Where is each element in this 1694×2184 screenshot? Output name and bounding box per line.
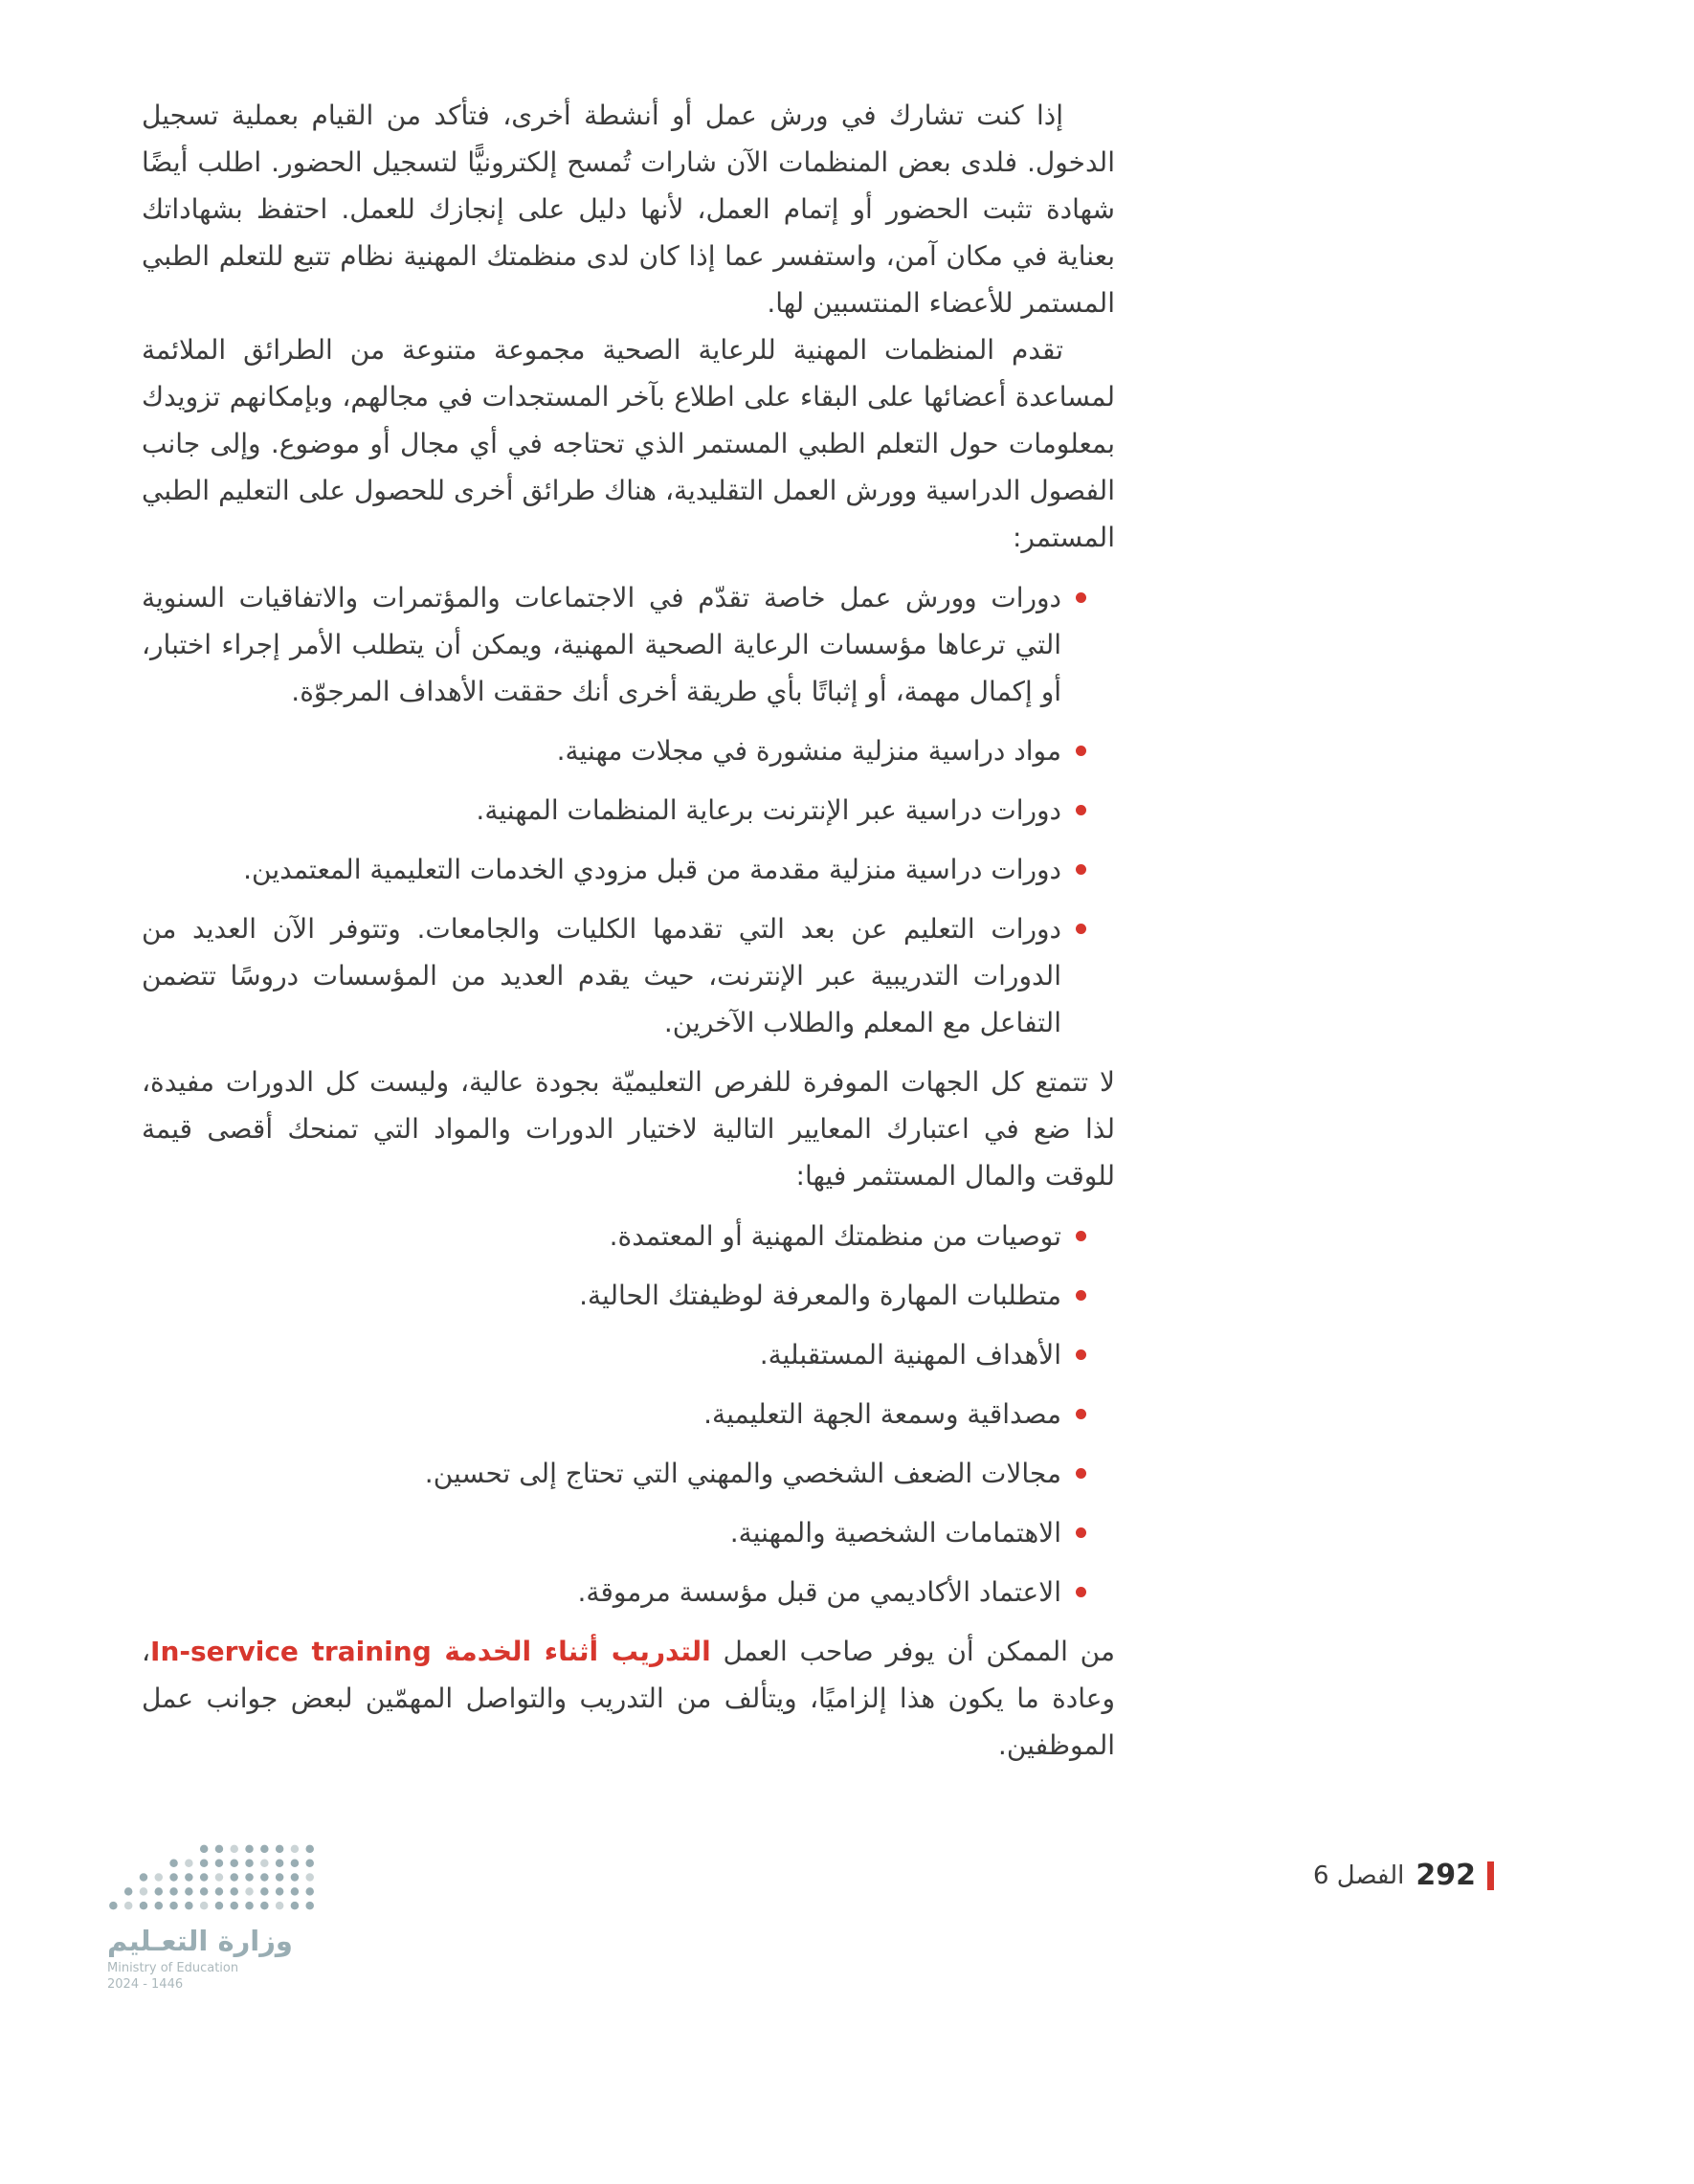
list-item-text: دورات دراسية عبر الإنترنت برعاية المنظمات المهنية. [476, 794, 1061, 826]
chapter-label: الفصل 6 [1313, 1861, 1405, 1890]
bullet-icon [1076, 592, 1086, 603]
closing-text-before: من الممكن أن يوفر صاحب العمل [710, 1636, 1115, 1667]
bullet-icon [1076, 1231, 1086, 1241]
list-item-text: دورات وورش عمل خاصة تقدّم في الاجتماعات والمؤتمرات والاتفاقيات السنوية التي ترعاها مؤسسات الرعاية الصحية المهنية، ويمكن أن يتطلب الأمر إجراء اختبار، أو إكمال مهمة، أو إثباتًا بأي طريقة أخرى أنك حققت الأهداف المرجوّة. [142, 582, 1061, 707]
bullet-icon [1076, 924, 1086, 934]
list-item [142, 1569, 1115, 1616]
list-item [142, 1509, 1115, 1556]
ministry-logo-english-title: Ministry of Education [107, 1961, 239, 1975]
bullet-icon [1076, 864, 1086, 875]
list-item-text: الاعتماد الأكاديمي من قبل مؤسسة مرموقة. [577, 1576, 1061, 1608]
ministry-logo [107, 1843, 346, 1992]
bullet-icon [1076, 1349, 1086, 1360]
in-service-training-highlight: التدريب أثناء الخدمة In-service training [150, 1636, 711, 1667]
page-content [142, 92, 1115, 1769]
list-item-text: الاهتمامات الشخصية والمهنية. [729, 1517, 1061, 1549]
page-footer [1313, 1859, 1494, 1892]
list-item-text: دورات دراسية منزلية مقدمة من قبل مزودي الخدمات التعليمية المعتمدين. [243, 854, 1061, 885]
ministry-logo-years: 2024 - 1446 [107, 1977, 184, 1992]
list-item-text: توصيات من منظمتك المهنية أو المعتمدة. [609, 1220, 1061, 1252]
list-item [142, 905, 1115, 1046]
ministry-logo-arabic-title: وزارة التعـليم [107, 1925, 293, 1957]
list-item-text: متطلبات المهارة والمعرفة لوظيفتك الحالية. [579, 1280, 1061, 1311]
list-item [142, 1331, 1115, 1378]
bullet-icon [1076, 805, 1086, 815]
list-item [142, 727, 1115, 774]
paragraph-sign-in: إذا كنت تشارك في ورش عمل أو أنشطة أخرى، فتأكد من القيام بعملية تسجيل الدخول. فلدى بعض المنظمات الآن شارات تُمسح إلكترونيًّا لتسجيل الحضور. اطلب أيضًا شهادة تثبت الحضور أو إتمام العمل، لأنها دليل على إنجازك للعمل. احتفظ بشهاداتك بعناية في مكان آمن، واستفسر عما إذا كان لدى منظمتك المهنية نظام تتبع للتعلم الطبي المستمر للأعضاء المنتسبين لها. [142, 100, 1115, 319]
bullet-icon [1076, 1587, 1086, 1597]
closing-text-after: ، وعادة ما يكون هذا إلزاميًا، ويتألف من التدريب والتواصل المهمّين لبعض جوانب عمل الموظفين. [142, 1636, 1115, 1761]
paragraph-in-service-training [142, 1628, 1115, 1769]
paragraph-professional-organizations: تقدم المنظمات المهنية للرعاية الصحية مجموعة متنوعة من الطرائق الملائمة لمساعدة أعضائها على البقاء على اطلاع بآخر المستجدات في مجالهم، وبإمكانهم تزويدك بمعلومات حول التعلم الطبي المستمر الذي تحتاجه في أي مجال أو موضوع. وإلى جانب الفصول الدراسية وورش العمل التقليدية، هناك طرائق أخرى للحصول على التعليم الطبي المستمر: [142, 334, 1115, 553]
list-item [142, 1213, 1115, 1259]
list-item [142, 787, 1115, 834]
list-item [142, 846, 1115, 893]
list-item-text: دورات التعليم عن بعد التي تقدمها الكليات والجامعات. وتتوفر الآن العديد من الدورات التدريبية عبر الإنترنت، حيث يقدم العديد من المؤسسات دروسًا تتضمن التفاعل مع المعلم والطلاب الآخرين. [142, 913, 1061, 1038]
footer-accent-bar [1487, 1861, 1494, 1890]
bullet-icon [1076, 1409, 1086, 1419]
list-item [142, 1450, 1115, 1497]
cme-sources-list [142, 574, 1115, 1046]
list-item-text: مجالات الضعف الشخصي والمهني التي تحتاج إلى تحسين. [424, 1458, 1061, 1489]
list-item [142, 574, 1115, 715]
list-item-text: مواد دراسية منزلية منشورة في مجلات مهنية. [556, 735, 1061, 767]
bullet-icon [1076, 746, 1086, 756]
criteria-list [142, 1213, 1115, 1616]
list-item-text: الأهداف المهنية المستقبلية. [759, 1339, 1061, 1371]
list-item-text: مصداقية وسمعة الجهة التعليمية. [703, 1398, 1061, 1430]
list-item [142, 1272, 1115, 1319]
ministry-logo-dots-icon [107, 1843, 323, 1917]
page-number: 292 [1415, 1859, 1476, 1892]
paragraph-quality-criteria: لا تتمتع كل الجهات الموفرة للفرص التعليميّة بجودة عالية، وليست كل الدورات مفيدة، لذا ضع في اعتبارك المعايير التالية لاختيار الدورات والمواد التي تمنحك أقصى قيمة للوقت والمال المستثمر فيها: [142, 1066, 1115, 1192]
bullet-icon [1076, 1468, 1086, 1479]
bullet-icon [1076, 1290, 1086, 1301]
bullet-icon [1076, 1527, 1086, 1538]
list-item [142, 1391, 1115, 1437]
